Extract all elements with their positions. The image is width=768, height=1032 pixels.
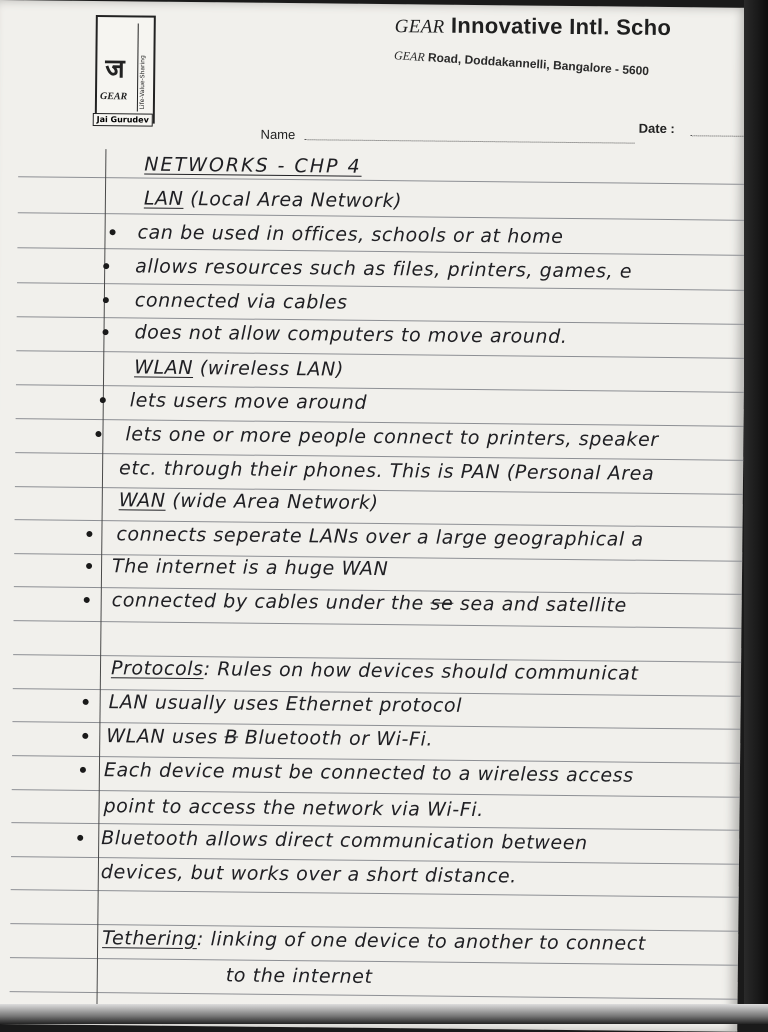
wan-point-3-start: connected by cables under the bbox=[111, 589, 431, 615]
wlan-point-2b: etc. through their phones. This is PAN (Personal Area bbox=[118, 457, 655, 485]
date-label: Date : bbox=[638, 120, 675, 137]
bullet bbox=[86, 563, 92, 569]
bullet bbox=[77, 835, 83, 841]
address-brand: GEAR bbox=[393, 48, 426, 65]
school-address bbox=[394, 48, 650, 79]
ruled-line bbox=[17, 282, 748, 291]
protocol-point-3b: point to access the network via Wi-Fi. bbox=[103, 795, 484, 822]
school-name-text: Innovative Intl. Scho bbox=[450, 12, 672, 41]
ruled-line bbox=[13, 620, 747, 629]
bullet bbox=[110, 229, 116, 235]
wan-heading-rest: (wide Area Network) bbox=[165, 489, 379, 514]
lan-point-4: does not allow computers to move around. bbox=[134, 321, 568, 348]
wan-point-3-end: sea and satellite bbox=[453, 592, 628, 617]
ruled-line bbox=[10, 957, 748, 966]
lan-point-3: connected via cables bbox=[134, 289, 348, 314]
page-bottom-edge bbox=[0, 1004, 768, 1024]
protocol-point-1: LAN usually uses Ethernet protocol bbox=[108, 691, 463, 717]
protocol-point-2-start: WLAN uses bbox=[106, 725, 225, 749]
protocol-point-3a: Each device must be connected to a wireless access bbox=[103, 759, 634, 787]
bullet bbox=[86, 531, 92, 537]
wlan-point-1: lets users move around bbox=[129, 389, 368, 414]
school-brand: GEAR bbox=[394, 16, 445, 38]
protocol-point-4b: devices, but works over a short distance. bbox=[100, 861, 517, 888]
tethering-line-2: to the internet bbox=[225, 964, 373, 988]
lan-heading-term: LAN bbox=[143, 187, 184, 210]
wan-heading bbox=[119, 489, 379, 514]
tethering-heading-rest: : linking of one device to another to connect bbox=[196, 928, 646, 955]
bullet bbox=[103, 263, 109, 269]
school-logo bbox=[95, 15, 156, 124]
protocols-heading-rest: : Rules on how devices should communicat bbox=[203, 658, 639, 685]
bullet bbox=[103, 297, 109, 303]
tethering-heading-term: Tethering bbox=[102, 927, 198, 951]
bullet bbox=[95, 431, 101, 437]
protocols-heading-term: Protocols bbox=[110, 657, 204, 681]
school-name bbox=[395, 12, 672, 41]
ruled-line bbox=[18, 212, 748, 221]
bullet bbox=[80, 767, 86, 773]
wan-point-1: connects seperate LANs over a large geographical a bbox=[116, 523, 644, 551]
ruled-line bbox=[18, 176, 748, 185]
wan-point-3 bbox=[112, 589, 627, 616]
margin-line bbox=[96, 149, 106, 1019]
bullet bbox=[102, 329, 108, 335]
lan-heading bbox=[144, 188, 402, 213]
bullet bbox=[82, 733, 88, 739]
protocol-point-4a: Bluetooth allows direct communication between bbox=[101, 827, 588, 855]
notes-title: NETWORKS - CHP 4 bbox=[144, 153, 362, 178]
protocol-point-2 bbox=[106, 725, 433, 750]
page-edge-shadow bbox=[744, 0, 768, 1024]
ruled-line bbox=[17, 247, 748, 256]
wlan-heading bbox=[134, 356, 344, 380]
name-label: Name bbox=[260, 126, 296, 143]
protocol-point-2-end: Bluetooth or Wi-Fi. bbox=[238, 726, 434, 751]
tethering-heading bbox=[102, 927, 646, 955]
wan-heading-term: WAN bbox=[118, 489, 166, 512]
logo-glyph: ज bbox=[105, 54, 125, 85]
wan-point-2: The internet is a huge WAN bbox=[111, 555, 389, 581]
logo-tagline-strip bbox=[137, 23, 151, 111]
bullet bbox=[83, 699, 89, 705]
ruled-line bbox=[16, 350, 748, 359]
lan-point-2: allows resources such as files, printers, games, e bbox=[135, 255, 633, 283]
wlan-heading-term: WLAN bbox=[134, 356, 194, 380]
wlan-point-2a: lets one or more people connect to printers, speaker bbox=[125, 423, 659, 451]
logo-name: GEAR bbox=[99, 91, 128, 103]
logo-tagline: Life-Value-Sharing bbox=[138, 55, 147, 110]
ruled-line bbox=[16, 384, 748, 393]
protocols-heading bbox=[111, 657, 639, 685]
logo-caption: Jai Gurudev bbox=[93, 113, 153, 127]
bullet bbox=[100, 397, 106, 403]
lan-heading-rest: (Local Area Network) bbox=[183, 187, 403, 213]
date-field-line bbox=[691, 135, 747, 137]
protocol-point-2-strike: B bbox=[224, 726, 239, 749]
wlan-heading-rest: (wireless LAN) bbox=[193, 357, 345, 381]
ruled-line bbox=[10, 991, 748, 1000]
wan-point-3-strike: se bbox=[430, 592, 454, 615]
ruled-line bbox=[11, 889, 748, 898]
name-field-line bbox=[305, 139, 635, 143]
address-text: Road, Doddakannelli, Bangalore - 5600 bbox=[427, 50, 650, 79]
bullet bbox=[84, 597, 90, 603]
lan-point-1: can be used in offices, schools or at home bbox=[137, 221, 564, 248]
